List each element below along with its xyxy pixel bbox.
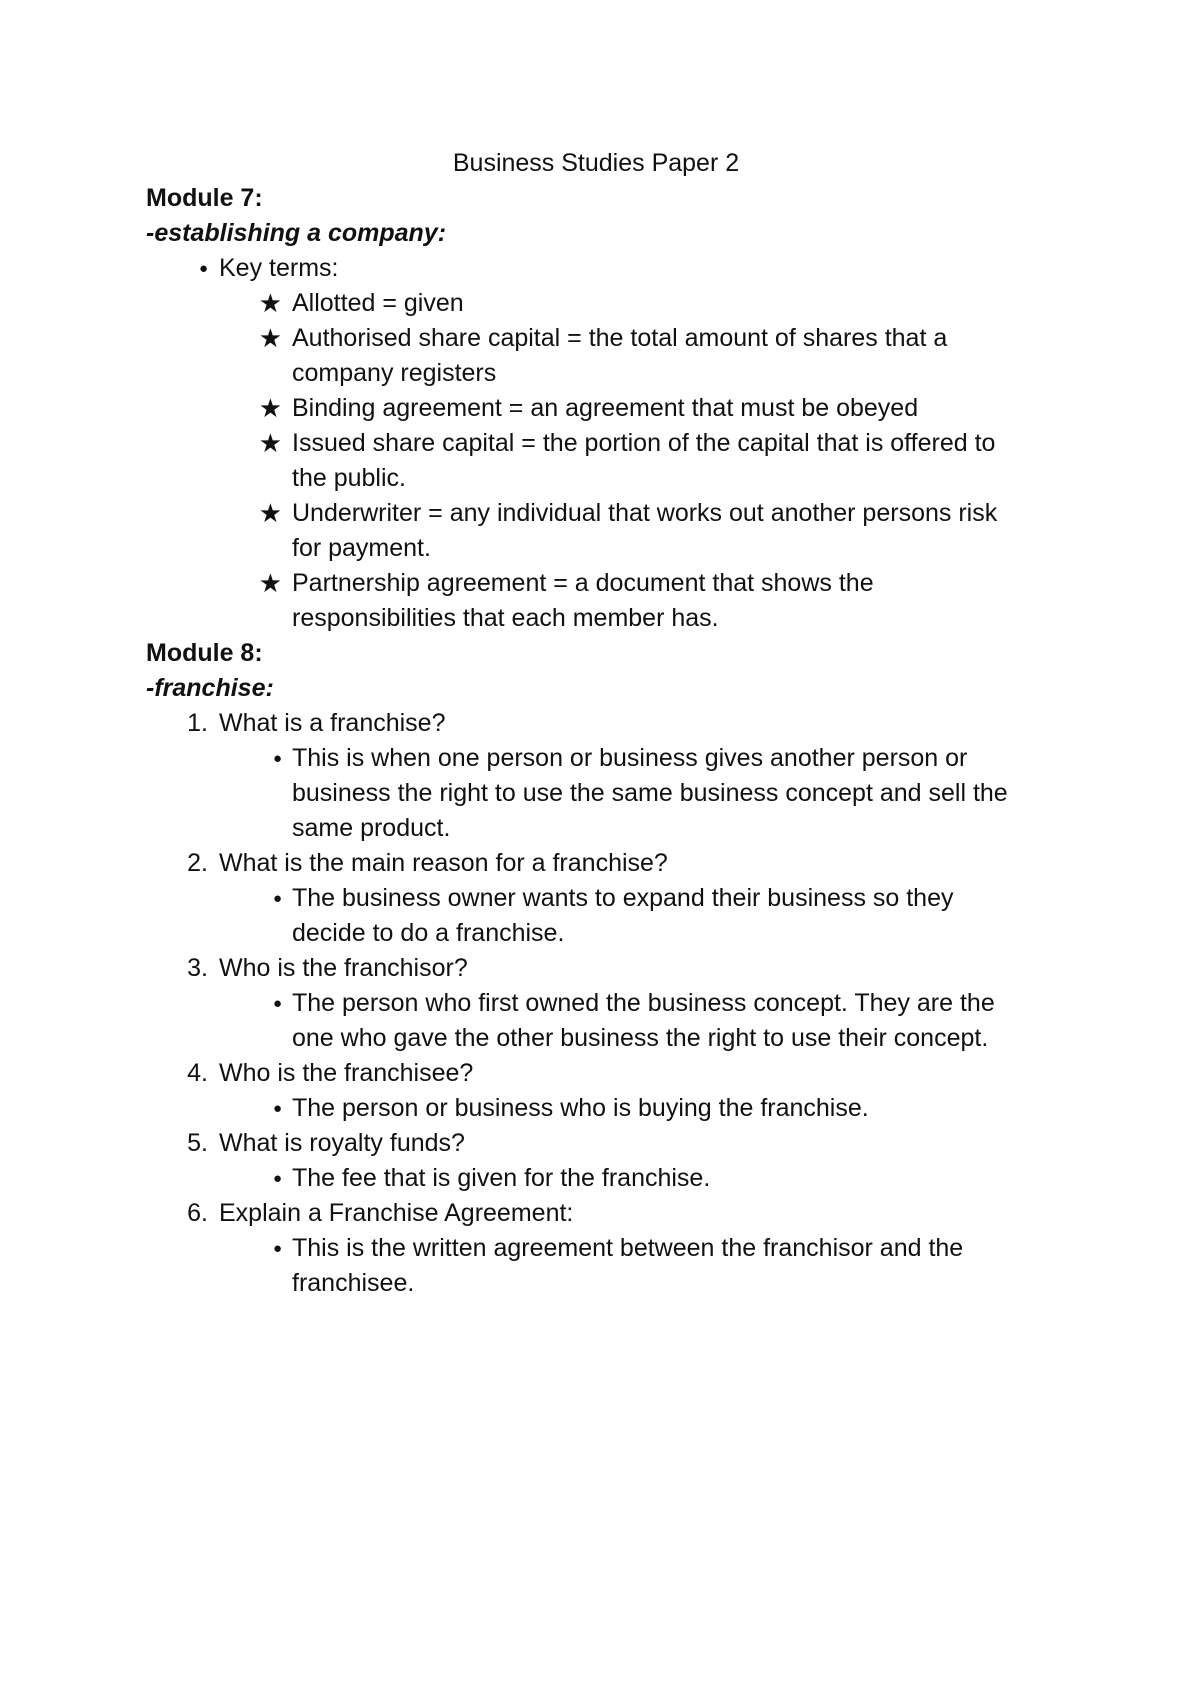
answer-text: This is the written agreement between the franchisor and the: [292, 1234, 964, 1262]
star-icon: ★: [258, 498, 282, 528]
term-text: Authorised share capital = the total amount of shares that a: [292, 324, 948, 352]
answer-continuation: same product.: [292, 814, 451, 842]
term-continuation: the public.: [292, 464, 406, 492]
bullet-icon: ●: [198, 260, 208, 277]
question-item: [146, 951, 1066, 986]
term-continuation: for payment.: [292, 534, 431, 562]
answer-continuation: decide to do a franchise.: [292, 919, 565, 947]
term-item: [146, 391, 1066, 426]
term-continuation: responsibilities that each member has.: [292, 604, 719, 632]
question-number: 6.: [187, 1199, 208, 1227]
term-item: [146, 321, 1066, 356]
bullet-icon: ●: [272, 1170, 282, 1187]
module-8-subheading: -franchise:: [146, 674, 274, 702]
answer-item: [146, 1161, 1066, 1196]
term-item: [146, 566, 1066, 601]
question-item: [146, 706, 1066, 741]
bullet-icon: ●: [272, 750, 282, 767]
answer-item: [146, 741, 1066, 776]
term-item: [146, 496, 1066, 531]
answer-item: [146, 986, 1066, 1021]
term-continuation: company registers: [292, 359, 497, 387]
term-text: Binding agreement = an agreement that must be obeyed: [292, 394, 919, 422]
term-text: Allotted = given: [292, 289, 464, 317]
document-title: Business Studies Paper 2: [452, 149, 740, 177]
question-text: What is royalty funds?: [219, 1129, 465, 1157]
question-text: What is a franchise?: [219, 709, 446, 737]
question-text: Explain a Franchise Agreement:: [219, 1199, 574, 1227]
module-8-heading: Module 8:: [146, 639, 263, 667]
module-7-heading: Module 7:: [146, 184, 263, 212]
star-icon: ★: [258, 568, 282, 598]
answer-text: The person or business who is buying the franchise.: [292, 1094, 869, 1122]
answer-item: [146, 881, 1066, 916]
question-number: 4.: [187, 1059, 208, 1087]
star-icon: ★: [258, 428, 282, 458]
star-icon: ★: [258, 288, 282, 318]
question-number: 2.: [187, 849, 208, 877]
question-item: [146, 1056, 1066, 1091]
question-item: [146, 1196, 1066, 1231]
answer-continuation: business the right to use the same business concept and sell the: [292, 779, 1008, 807]
bullet-icon: ●: [272, 1100, 282, 1117]
question-item: [146, 1126, 1066, 1161]
answer-item: [146, 1091, 1066, 1126]
term-text: Issued share capital = the portion of the capital that is offered to: [292, 429, 996, 457]
answer-continuation: franchisee.: [292, 1269, 415, 1297]
key-terms-item: [146, 251, 1066, 286]
question-item: [146, 846, 1066, 881]
question-number: 1.: [187, 709, 208, 737]
question-text: Who is the franchisee?: [219, 1059, 474, 1087]
star-icon: ★: [258, 393, 282, 423]
bullet-icon: ●: [272, 1240, 282, 1257]
term-text: Partnership agreement = a document that shows the: [292, 569, 874, 597]
answer-text: This is when one person or business gives another person or: [292, 744, 968, 772]
key-terms-label: Key terms:: [219, 254, 339, 282]
answer-text: The business owner wants to expand their business so they: [292, 884, 954, 912]
document-page: [146, 146, 1066, 1301]
answer-text: The fee that is given for the franchise.: [292, 1164, 711, 1192]
term-item: [146, 286, 1066, 321]
answer-continuation: one who gave the other business the right to use their concept.: [292, 1024, 989, 1052]
star-icon: ★: [258, 323, 282, 353]
term-text: Underwriter = any individual that works out another persons risk: [292, 499, 998, 527]
bullet-icon: ●: [272, 995, 282, 1012]
term-item: [146, 426, 1066, 461]
module-7-subheading: -establishing a company:: [146, 219, 447, 247]
question-text: Who is the franchisor?: [219, 954, 468, 982]
answer-text: The person who first owned the business concept. They are the: [292, 989, 995, 1017]
question-text: What is the main reason for a franchise?: [219, 849, 668, 877]
bullet-icon: ●: [272, 890, 282, 907]
question-number: 5.: [187, 1129, 208, 1157]
question-number: 3.: [187, 954, 208, 982]
answer-item: [146, 1231, 1066, 1266]
